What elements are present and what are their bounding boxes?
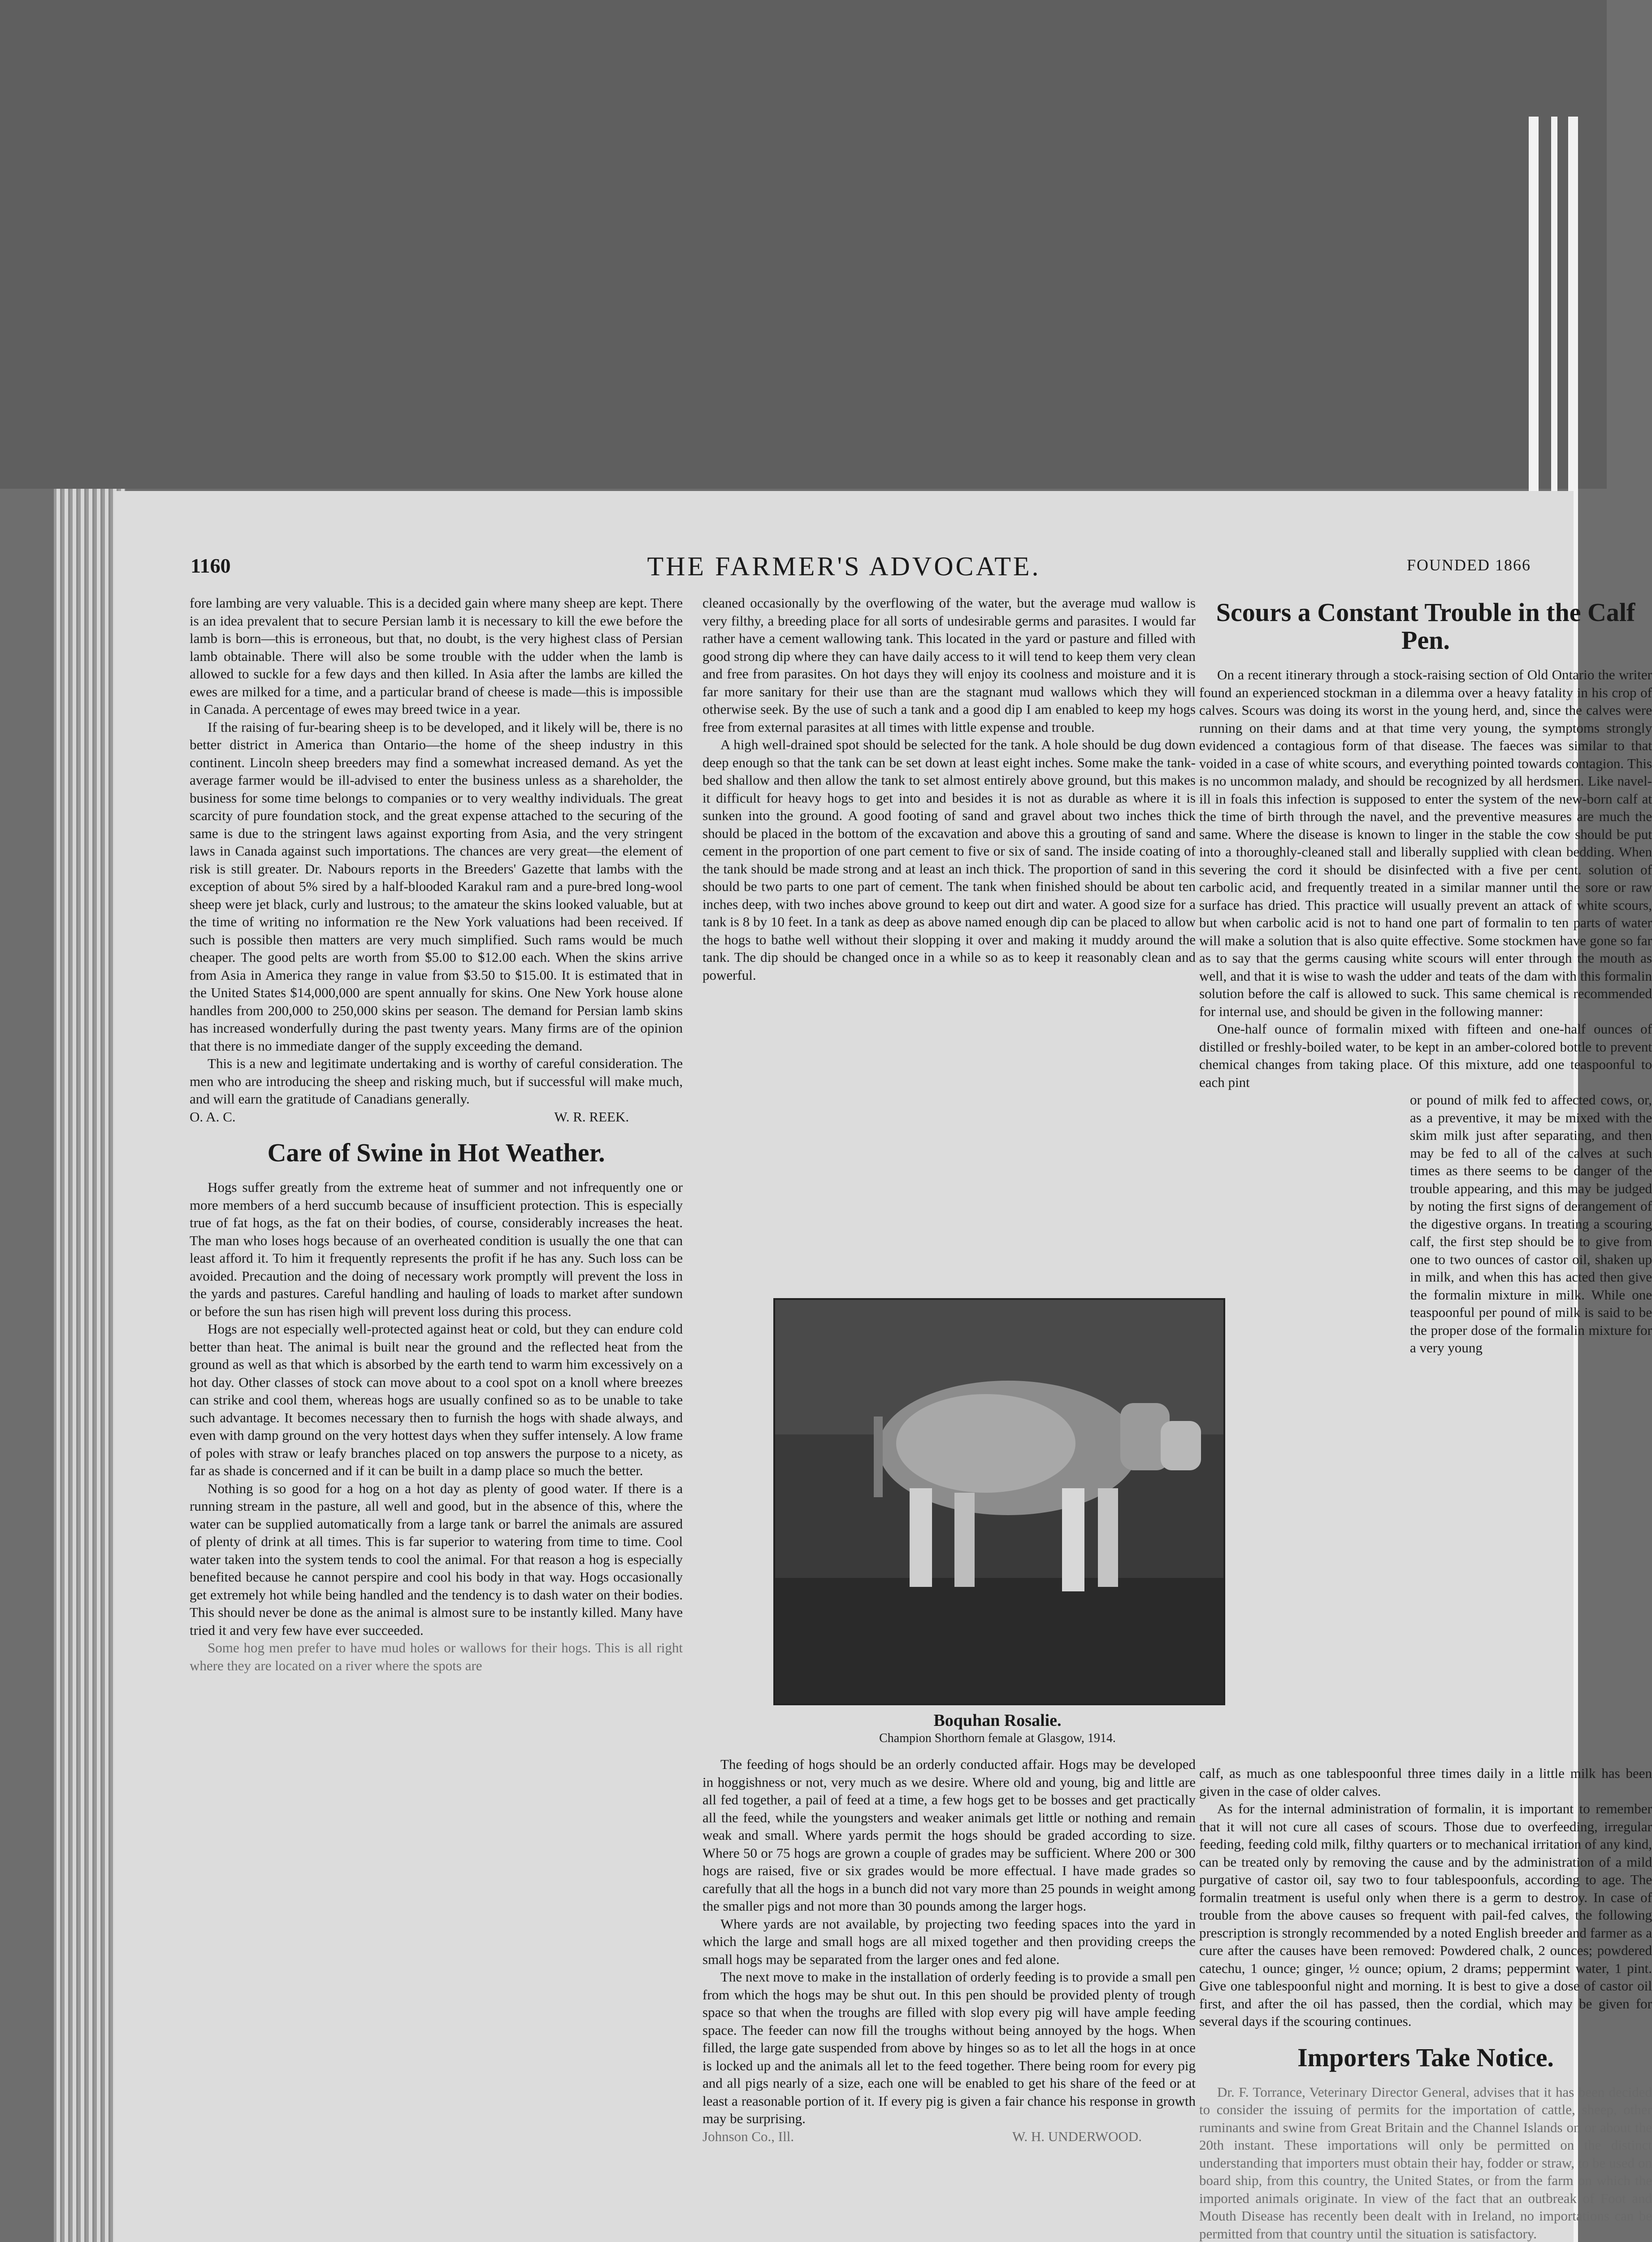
article-heading-scours: Scours a Constant Trouble in the Calf Pen. — [1216, 598, 1635, 655]
article-paragraph: cleaned occasionally by the overflowing of the water, but the average mud wallow is very filthy, a breeding place for all sorts of undesirable germs and parasites. I would far rather have a cement wallowing tank. This located in the yard or pasture and filled with good strong dip where they can have daily access to it will tend to keep them very clean and free from parasites. On hot days they will enjoy its coolness and moisture and it is far more sanitary for their use than are the stagnant mud wallows which they will otherwise seek. By the use of such a tank and a good dip I am enabled to keep my hogs free from external parasites at all times with little expense and trouble. — [702, 595, 1196, 735]
cow-photograph — [773, 1298, 1225, 1705]
masthead-title: THE FARMER'S ADVOCATE. — [647, 552, 1041, 581]
caption-subtitle: Champion Shorthorn female at Glasgow, 1914. — [879, 1731, 1116, 1745]
scan-background-top — [0, 0, 1607, 489]
narrow-paragraph: or pound of milk fed to affected cows, or, as a preventive, it may be mixed with the skim milk just after separating, and then may be fed to all of the calves at such times as there seems to be danger of the trouble appearing, and this may be judged by noting the first signs of derangement of the digestive organs. In treating a scouring calf, the first step should be to give from one to two ounces of castor oil, shaken up in milk, and when this has acted then give the formalin mixture in milk. While one teaspoonful per pound of milk is said to be the proper dose of the formalin mixture for a very young — [1410, 1092, 1652, 1356]
page-header — [114, 554, 1574, 590]
signature-line — [702, 2128, 1196, 2146]
article-paragraph: If the raising of fur-bearing sheep is to be developed, and it likely will be, there is no better district in America than Ontario—the home of the sheep industry in this continent. Lincoln sheep breeders may find a somewhat increased demand. As yet the average farmer would be ill-advised to enter the business unless as a shareholder, the business for some time belongs to companies or to very wealthy individuals. The great scarcity of pure foundation stock, and the great expense attached to the securing of the same is due to the stringent laws against exporting from Asia, and the very stringent laws in Canada against such importations. The chances are very great—the element of risk is still greater. Dr. Nabours reports in the Breeders' Gazette that lambs with the exception of about 5% sired by a half-blooded Karakul ram and a pure-bred long-wool sheep were jet black, curly and lustrous; to the amateur the skins looked valuable, but at the time of writing no information re the New York valuations had been received. If such is possible then matters are very much simplified. Such rams would be much cheaper. The good pelts are worth from $5.00 to $12.00 each. When the skins arrive from Asia in America they range in value from $3.50 to $15.00. It is estimated that in the United States $14,000,000 are spent annually for skins. One New York house alone handles from 200,000 to 250,000 skins per season. The demand for Persian lamb skins has increased wonderfully during the past twenty years. Many firms are of the opinion that there is no immediate danger of the supply exceeding the demand. — [190, 719, 683, 1054]
newspaper-page — [114, 491, 1652, 2242]
page-number: 1160 — [191, 554, 231, 577]
article-heading-importers: Importers Take Notice. — [1297, 2042, 1554, 2072]
signature-author: W. R. REEK. — [554, 1108, 629, 1125]
founded-date: FOUNDED 1866 — [1406, 556, 1531, 574]
article-paragraph: Where yards are not available, by projecting two feeding spaces into the yard in which the large and small hogs are all mixed together and then providing creeps the small hogs may be separated from the larger ones and fed alone. — [702, 1916, 1196, 1967]
article-paragraph: A high well-drained spot should be selected for the tank. A hole should be dug down deep enough so that the tank can be set down at least eight inches. Some make the tank-bed shallow and then allow the tank to set almost entirely above ground, but this makes it difficult for heavy hogs to get into and besides it is not as durable as where it is sunken into the ground. A good footing of sand and gravel about two inches thick should be placed in the bottom of the excavation and above this a grouting of sand and cement in the proportion of one part cement to five or six of sand. The inside coating of the tank should be made strong and at least an inch thick. The proportion of sand in this should be two parts to one part of cement. The tank when finished should be about ten inches deep, with two inches above ground to keep out dirt and water. A good size for a tank is 8 by 10 feet. In a tank as deep as above named enough dip can be placed to allow the hogs to bathe well without their slopping it over and making it muddy around the tank. The dip should be changed once in a while so as to keep it reasonably clean and powerful. — [702, 737, 1196, 983]
article-paragraph: This is a new and legitimate undertaking and is worthy of careful consideration. The men who are introducing the sheep and risking much, but if successful will make much, and will earn the gratitude of Canadians generally. — [190, 1056, 683, 1107]
article-paragraph: One-half ounce of formalin mixed with fifteen and one-half ounces of distilled or freshly-boiled water, to be kept in an amber-colored bottle to prevent chemical changes from taking place. Of this mixture, add one teaspoonful to each pint — [1199, 1021, 1652, 1090]
column-2 — [702, 594, 1196, 984]
signature-author: W. H. UNDERWOOD. — [1012, 2128, 1142, 2144]
article-paragraph: Hogs are not especially well-protected against heat or cold, but they can endure cold better than heat. The animal is built near the ground and the reflected heat from the ground as well as that which is absorbed by the earth tend to warm him excessively on a hot day. Other classes of stock can move about to a cool spot on a knoll where breezes can strike and cool them, whereas hogs are usually confined so as to be unable to take such advantage. It becomes necessary then to furnish the hogs with shade always, and even with damp ground on the very hottest days when they suffer intensely. A low frame of poles with straw or leafy branches placed on top answers the purpose to a nicety, as far as shade is concerned and if it can be built in a damp place so much the better. — [190, 1321, 683, 1478]
signature-place: O. A. C. — [190, 1108, 236, 1125]
signature-place: Johnson Co., Ill. — [702, 2128, 794, 2144]
caption-title: Boquhan Rosalie. — [933, 1711, 1062, 1730]
article-paragraph: fore lambing are very valuable. This is a decided gain where many sheep are kept. There is an idea prevalent that to secure Persian lamb it is necessary to kill the ewe before the lamb is born—this is erroneous, but that, no doubt, is the very highest class of Persian lamb obtainable. There will also be some trouble with the udder when the lamb is allowed to suckle for a few days and then killed. In Asia after the lambs are killed the ewes are milked for a time, and a particular brand of cheese is made—this is impossible in Canada. A percentage of ewes may breed twice in a year. — [190, 595, 683, 717]
photo-caption — [728, 1711, 1266, 1747]
column-3-lower — [1199, 1764, 1652, 2242]
article-heading-swine: Care of Swine in Hot Weather. — [267, 1138, 605, 1167]
article-paragraph: Nothing is so good for a hog on a hot day as plenty of good water. If there is a running stream in the pasture, all well and good, but in the absence of this, where the water can be supplied automatically from a large tank or barrel the animals are assured of plenty of drink at all times. This is far superior to watering from time to time. Cool water taken into the system tends to cool the animal. For that reason a hog is especially benefited because he cannot perspire and cool his body in that way. Hogs occasionally get extremely hot while being handled and the tendency is to dash water on their bodies. This should never be done as the animal is almost sure to be instantly killed. Many have tried it and very few have ever succeeded. — [190, 1480, 683, 1638]
article-paragraph: calf, as much as one tablespoonful three times daily in a little milk has been given in the case of older calves. — [1199, 1765, 1652, 1799]
column-1 — [190, 594, 683, 1674]
column-3 — [1199, 594, 1652, 1357]
article-paragraph: The feeding of hogs should be an orderly conducted affair. Hogs may be developed in hoggishness or not, very much as we desire. Where old and young, big and little are all fed together, a pail of feed at a time, a few hogs get to be bosses and get practically all the feed, while the youngsters and weaker animals get little or nothing and remain weak and small. Where yards permit the hogs should be graded according to size. Where 50 or 75 hogs are grown a couple of grades may be sufficient. Where 200 or 300 hogs are raised, five or six grades would be more effectual. I have made grades so carefully that all the hogs in a bunch did not vary more than 25 pounds in weight among the smaller pigs and not more than 30 pounds among the larger hogs. — [702, 1756, 1196, 1914]
column-2-lower — [702, 1755, 1196, 2145]
article-paragraph: Some hog men prefer to have mud holes or wallows for their hogs. This is all right where they are located on a river where the spots are — [190, 1640, 683, 1673]
article-paragraph: Dr. F. Torrance, Veterinary Director General, advises that it has been decided to consider the issuing of permits for the importation of cattle, sheep, other ruminants and swine from Great Britain and the Channel Islands on or about the 20th instant. These importations will only be permitted on the distinct understanding that importers must obtain their hay, fodder or straw, to be used on board ship, from this country, the United States, or from the farm on which the imported animals originate. In view of the fact that an outbreak of Foot and Mouth Disease has recently been dealt with in Ireland, no importations can be permitted from that country until the situation is satisfactory. — [1199, 2084, 1652, 2242]
article-paragraph: On a recent itinerary through a stock-raising section of Old Ontario the writer found an experienced stockman in a dilemma over a heavy fatality in his crop of calves. Scours was doing its worst in the young herd, and, since the calves were running on their dams and at that time very young, the symptoms strongly evidenced a contagious form of that disease. The faeces was similar to that voided in a case of white scours, and everything pointed towards contagion. This is no uncommon malady, and should be recognized by all herdsmen. Like navel-ill in foals this infection is supposed to enter the system of the new-born calf at the time of birth through the navel, and the preventive measures are much the same. Where the disease is known to linger in the stable the cow should be put into a thoroughly-cleaned stall and liberally supplied with clean bedding. When severing the cord it should be disinfected with a five per cent. solution of carbolic acid, and frequently treated in a similar manner until the sore or raw surface has dried. This practice will usually prevent an attack of white scours, but when carbolic acid is not to hand one part of formalin to ten parts of water will make a solution that is also quite effective. Some stockmen have gone so far as to say that the germs causing white scours will enter through the mouth as well, and that it is wise to wash the udder and teats of the dam with this formalin solution before the calf is allowed to suck. This same chemical is recommended for internal use, and should be given in the following manner: — [1199, 667, 1652, 1019]
article-paragraph: As for the internal administration of formalin, it is important to remember that it will not cure all cases of scours. Those due to overfeeding, irregular feeding, feeding cold milk, filthy quarters or to mechanical irritation of any kind, can be treated only by removing the cause and by the administration of a mild purgative of castor oil, say two to four tablespoonfuls, according to age. The formalin treatment is useful only when there is a germ to destroy. In case of trouble from the above causes so frequent with pail-fed calves, the following prescription is strongly recommended by a noted English breeder and farmer as a cure after the causes have been removed: Powdered chalk, 2 ounces; powdered catechu, 1 ounce; ginger, ½ ounce; opium, 2 drams; peppermint water, 1 pint. Give one tablespoonful night and morning. It is best to give a dose of castor oil first, and after the oil has passed, then the cordial, which may be given for several days if the scouring continues. — [1199, 1801, 1652, 2029]
cow-illustration — [775, 1300, 1223, 1703]
signature-line — [190, 1108, 683, 1126]
article-paragraph: Hogs suffer greatly from the extreme heat of summer and not infrequently one or more members of a herd succumb because of insufficient protection. This is especially true of fat hogs, as the fat on their bodies, of course, considerably increases the heat. The man who loses hogs because of an overheated condition is usually the one that can least afford it. To him it frequently represents the profit if he has any. Such loss can be avoided. Precaution and the doing of necessary work promptly will prevent the loss in the yards and pastures. Careful handling and hauling of loads to market after sundown or before the sun has risen high will prevent loss during this process. — [190, 1179, 683, 1319]
article-paragraph: The next move to make in the installation of orderly feeding is to provide a small pen from which the hogs may be shut out. In this pen should be provided plenty of trough space so that when the troughs are filled with slop every pig will have ample feeding space. The feeder can now fill the troughs without being annoyed by the hogs. When filled, the large gate suspended from above by hinges so as to let all the hogs in at once is locked up and the animals all let to the feed together. There being room for every pig and all pigs nearly of a size, each one will be enabled to get his share of the feed or at least a reasonable portion of it. If every pig is given a fair chance his response in growth may be surprising. — [702, 1969, 1196, 2126]
